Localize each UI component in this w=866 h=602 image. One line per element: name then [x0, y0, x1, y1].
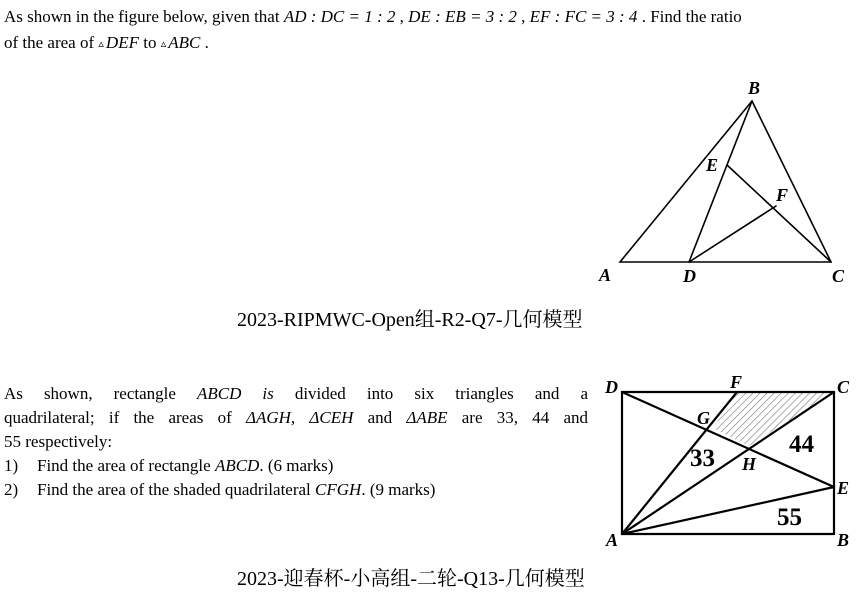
problem2-caption: 2023-迎春杯-小高组-二轮-Q13-几何模型 [237, 568, 585, 590]
label-c: C [837, 377, 850, 397]
label-h: H [742, 454, 757, 474]
triangle-abe: ΔABE [406, 408, 448, 427]
label-e: E [837, 478, 850, 498]
question-number: 1) [4, 456, 19, 475]
question-number: 2) [4, 480, 19, 499]
label-d: D [605, 377, 618, 397]
area-agh: 33 [690, 445, 715, 472]
area-ceh: 44 [789, 431, 814, 458]
text: divided into six triangles and a [273, 384, 588, 403]
label-c: C [832, 266, 845, 286]
text: to [138, 33, 161, 52]
quadrilateral-cfgh: CFGH [315, 480, 362, 499]
text: , [516, 7, 530, 26]
text: . (9 marks) [361, 480, 436, 499]
text: of the area of [4, 33, 99, 52]
label-f: F [730, 372, 743, 392]
triangle-def: DEF [105, 33, 139, 52]
text: . (6 marks) [259, 456, 334, 475]
text: Find the area of rectangle [37, 456, 215, 475]
text: . Find the ratio [637, 7, 742, 26]
triangles-agh-ceh: ΔAGH, ΔCEH [246, 408, 354, 427]
label-f: F [776, 185, 789, 205]
ratio-ef-fc: EF : FC = 3 : 4 [529, 7, 638, 26]
label-a: A [599, 265, 612, 285]
label-e: E [706, 155, 719, 175]
label-b: B [837, 530, 850, 550]
text: As shown in the figure below, given that [4, 7, 284, 26]
text: and [353, 408, 407, 427]
label-g: G [697, 408, 710, 428]
problem2-line3: 55 respectively: [4, 432, 113, 451]
area-abe: 55 [777, 504, 802, 531]
rectangle-abcd: ABCD [214, 456, 260, 475]
label-b: B [748, 78, 761, 98]
ratio-de-eb: DE : EB = 3 : 2 [408, 7, 517, 26]
text: . [200, 33, 209, 52]
label-a: A [606, 530, 619, 550]
text: Find the area of the shaded quadrilateral [37, 480, 316, 499]
label-d: D [683, 266, 696, 286]
rectangle-abcd: ABCD is [196, 384, 274, 403]
problem1-caption: 2023-RIPMWC-Open组-R2-Q7-几何模型 [237, 309, 583, 331]
triangle-icon: ▵ [160, 38, 167, 50]
triangle-icon: ▵ [98, 38, 104, 50]
text: quadrilateral; if the areas of [4, 408, 246, 427]
text: , [395, 7, 409, 26]
ratio-ad-dc: AD : DC = 1 : 2 [283, 7, 396, 26]
text: are 33, 44 and [447, 408, 588, 427]
triangle-abc: ABC [168, 33, 201, 52]
text: As shown, rectangle [4, 384, 197, 403]
